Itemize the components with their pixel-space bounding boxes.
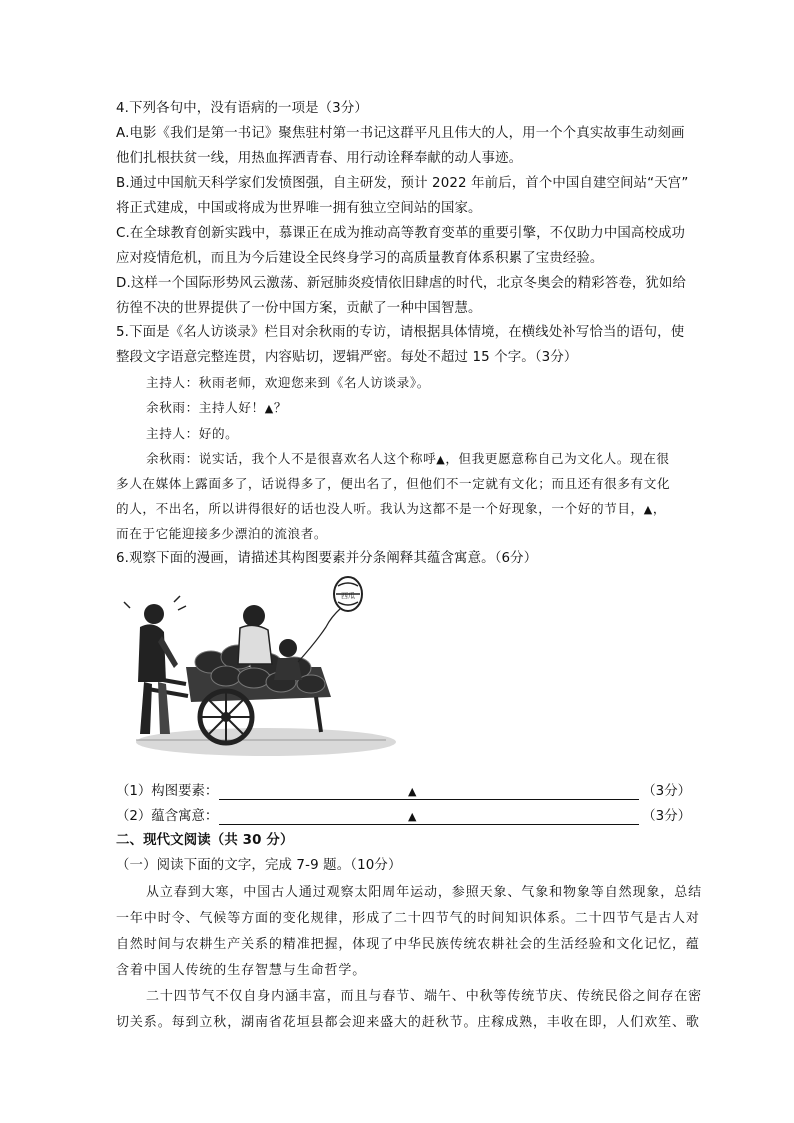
q6-item1-score: （3分） (642, 784, 691, 799)
answer-blank-triangle-icon: ▲ (408, 810, 417, 823)
answer-blank-triangle-icon: ▲ (643, 503, 653, 516)
q5-dialog-yu-2-line2: 多人在媒体上露面多了，话说得多了，便出名了，但他们不一定就有文化；而且还有很多有文化 (116, 476, 671, 491)
q6-item1-row (116, 782, 691, 802)
q5-dialog-yu-2-text-d: ， (652, 501, 667, 516)
q5-dialog-yu-2-line3 (116, 499, 666, 520)
cartoon-illustration (116, 572, 401, 772)
q4-option-d-line1: D.这样一个国际形势风云激荡、新冠肺炎疫情依旧肆虐的时代，北京冬奥会的精彩答卷，犹如给 (116, 276, 687, 291)
answer-blank-triangle-icon: ▲ (264, 402, 274, 415)
passage-p2-line2: 切关系。每到立秋，湖南省花垣县都会迎来盛大的赶秋节。庄稼成熟，丰收在即，人们欢笙、歌 (116, 1015, 700, 1030)
q6-item2-row (116, 807, 691, 827)
q4-option-b-line1: B.通过中国航天科学家们发愤图强，自主研发，预计 2022 年前后，首个中国自建空间站“天宫” (116, 176, 689, 191)
q5-stem-line1: 5.下面是《名人访谈录》栏目对余秋雨的专访，请根据具体情境，在横线处补写恰当的语句，使 (116, 325, 685, 340)
q4-stem: 4.下列各句中，没有语病的一项是（3分） (116, 101, 368, 116)
q5-dialog-yu-1 (146, 398, 287, 419)
passage-p1-line2: 一年中时令、气候等方面的变化规律，形成了二十四节气的时间知识体系。二十四节气是古人对 (116, 911, 700, 926)
q6-item1-answer-line[interactable] (219, 799, 639, 800)
q4-option-b-line2: 将正式建成，中国或将成为世界唯一拥有独立空间站的国家。 (116, 201, 482, 216)
q4-option-a-line2: 他们扎根扶贫一线，用热血挥洒青春、用行动诠释奉献的动人事迹。 (116, 151, 523, 166)
passage-p1-line3: 自然时间与农耕生产关系的精准把握，体现了中华民族传统农耕社会的生活经验和文化记忆，蕴 (116, 937, 700, 952)
q6-item2-answer-line[interactable] (219, 824, 639, 825)
q6-item2-label: （2）蕴含寓意： (116, 809, 219, 824)
q5-dialog-yu-1-end: ？ (273, 400, 288, 415)
q5-dialog-yu-2-line4: 而在于它能迎接多少漂泊的流浪者。 (116, 526, 328, 541)
section2-title: 二、现代文阅读（共 30 分） (116, 833, 294, 848)
answer-blank-triangle-icon: ▲ (408, 785, 417, 798)
q5-dialog-host-2: 主持人：好的。 (146, 426, 239, 441)
answer-blank-triangle-icon: ▲ (436, 453, 446, 466)
q5-dialog-yu-2-text-c: 的人，不出名，所以讲得很好的话也没人听。我认为这都不是一个好现象，一个好的节目， (116, 501, 644, 516)
q6-stem: 6.观察下面的漫画，请描述其构图要素并分条阐释其蕴含寓意。（6分） (116, 551, 538, 566)
q5-dialog-yu-2-line1 (146, 449, 670, 470)
q5-stem-line2: 整段文字语意完整连贯，内容贴切，逻辑严密。每处不超过 15 个字。（3分） (116, 350, 578, 365)
q5-dialog-yu-1-text: 余秋雨：主持人好！ (146, 400, 265, 415)
q4-option-c-line2: 应对疫情危机，而且为今后建设全民终身学习的高质量教育体系积累了宝贵经验。 (116, 251, 604, 266)
q6-item1-label: （1）构图要素： (116, 784, 219, 799)
q5-dialog-yu-2-text-b: ，但我更愿意称自己为文化人。现在很 (445, 451, 670, 466)
q5-dialog-yu-2-text-a: 余秋雨：说实话，我个人不是很喜欢名人这个称呼 (146, 451, 437, 466)
balloon-label: 西瓜 (341, 592, 355, 600)
section2-subsection1: （一）阅读下面的文字，完成 7-9 题。（10分） (116, 858, 402, 873)
passage-p2-line1: 二十四节气不仅自身内涵丰富，而且与春节、端午、中秋等传统节庆、传统民俗之间存在密 (146, 989, 703, 1004)
passage-p1-line1: 从立春到大寒，中国古人通过观察太阳周年运动，参照天象、气象和物象等自然现象，总结 (146, 885, 703, 900)
passage-p1-line4: 含着中国人传统的生存智慧与生命哲学。 (116, 963, 367, 978)
q4-option-d-line2: 彷徨不决的世界提供了一份中国方案，贡献了一种中国智慧。 (116, 301, 482, 316)
q4-option-c-line1: C.在全球教育创新实践中，慕课正在成为推动高等教育变革的重要引擎，不仅助力中国高校成功 (116, 226, 686, 241)
q4-option-a-line1: A.电影《我们是第一书记》聚焦驻村第一书记这群平凡且伟大的人，用一个个真实故事生动刻画 (116, 126, 685, 141)
q5-dialog-host-1: 主持人：秋雨老师，欢迎您来到《名人访谈录》。 (146, 375, 430, 390)
q6-item2-score: （3分） (642, 809, 691, 824)
